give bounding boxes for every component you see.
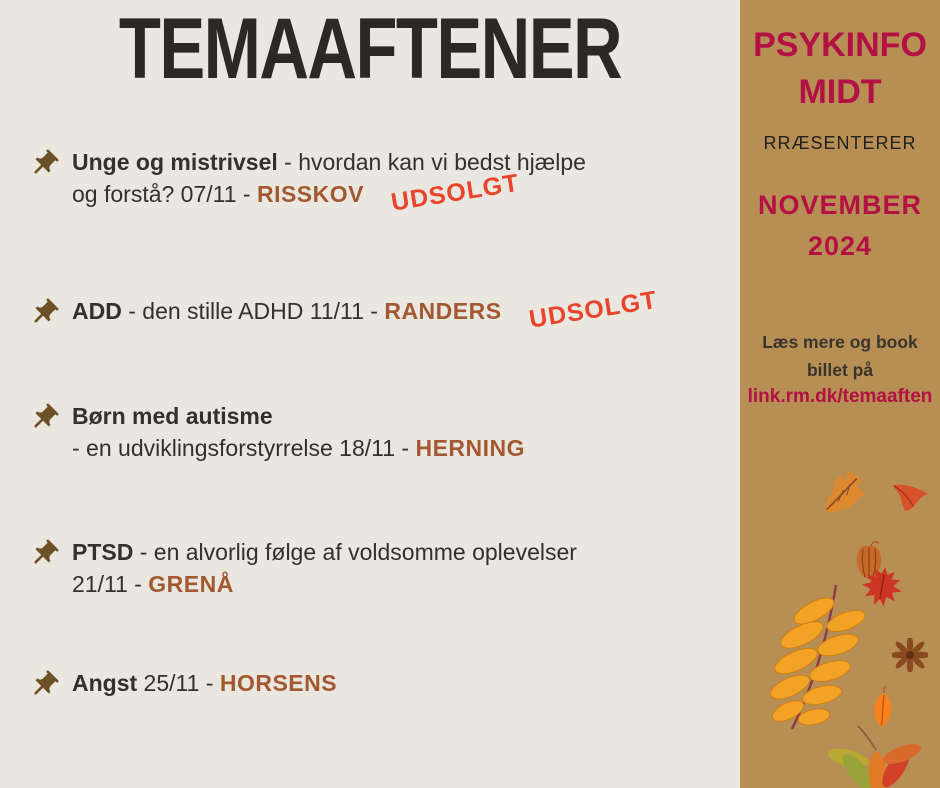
event-line <box>72 400 525 432</box>
event-line <box>72 667 337 699</box>
event-line <box>72 432 525 464</box>
event-text-segment: - hvordan kan vi bedst hjælpe <box>277 149 586 175</box>
event-line <box>72 536 577 568</box>
event-text-segment: RISSKOV <box>256 181 364 207</box>
event-text-segment: 21/11 - <box>72 571 149 597</box>
event-line <box>72 568 577 600</box>
creeper-leaf-icon <box>828 714 924 788</box>
event-text-segment: GRENÅ <box>148 571 234 597</box>
event-text-segment: - den stille ADHD 11/11 - <box>121 298 385 324</box>
event-text <box>72 400 525 464</box>
event-text-segment: Unge og mistrivsel <box>72 149 278 175</box>
event-text-segment: HORSENS <box>219 670 338 696</box>
event-text-segment: RANDERS <box>384 298 502 324</box>
pushpin-icon <box>28 402 62 439</box>
event-text-segment: 25/11 - <box>137 670 220 696</box>
pushpin-icon <box>28 538 62 575</box>
booking-text <box>740 328 940 384</box>
pushpin-icon <box>28 669 62 706</box>
soldout-badge: UDSOLGT <box>389 168 522 217</box>
event-text <box>72 536 577 600</box>
soldout-badge: UDSOLGT <box>526 285 659 334</box>
month-line1: NOVEMBER <box>757 190 922 220</box>
pushpin-icon <box>28 297 62 334</box>
event-line <box>72 285 659 334</box>
page-title: TEMAAFTENER <box>118 1 622 97</box>
brand-title <box>740 22 940 116</box>
brand-line2: MIDT <box>798 73 882 111</box>
pushpin-icon <box>28 148 62 185</box>
booking-line2: billet på <box>806 360 874 380</box>
event-row <box>28 285 659 334</box>
booking-line1: Læs mere og book <box>762 332 918 352</box>
small-red-leaf-icon <box>889 482 932 516</box>
event-text <box>72 146 586 217</box>
event-text <box>72 285 659 334</box>
event-text-segment: ADD <box>72 298 122 324</box>
event-text-segment: PTSD <box>72 539 134 565</box>
event-line <box>72 168 586 217</box>
event-text-segment: Angst <box>72 670 138 696</box>
presents-label: RRÆSENTERER <box>763 133 917 153</box>
event-text <box>72 667 337 699</box>
rowan-leaf-icon <box>770 583 866 733</box>
event-text-segment: - en alvorlig følge af voldsomme oplevelser <box>133 539 577 565</box>
month-title <box>740 185 940 267</box>
event-row <box>28 146 586 217</box>
event-row <box>28 536 577 600</box>
booking-link[interactable]: link.rm.dk/temaaften <box>747 386 933 407</box>
event-text-segment: Børn med autisme <box>72 403 273 429</box>
month-line2: 2024 <box>807 231 873 261</box>
star-anise-icon <box>892 638 928 672</box>
event-row <box>28 400 525 464</box>
event-text-segment: og forstå? 07/11 - <box>72 181 257 207</box>
brand-line1: PSYKINFO <box>753 26 927 64</box>
event-text-segment: HERNING <box>415 435 526 461</box>
event-text-segment: - en udviklingsforstyrrelse 18/11 - <box>72 435 416 461</box>
oak-leaf-icon <box>813 464 875 521</box>
sidebar <box>740 0 940 788</box>
event-row <box>28 667 337 706</box>
